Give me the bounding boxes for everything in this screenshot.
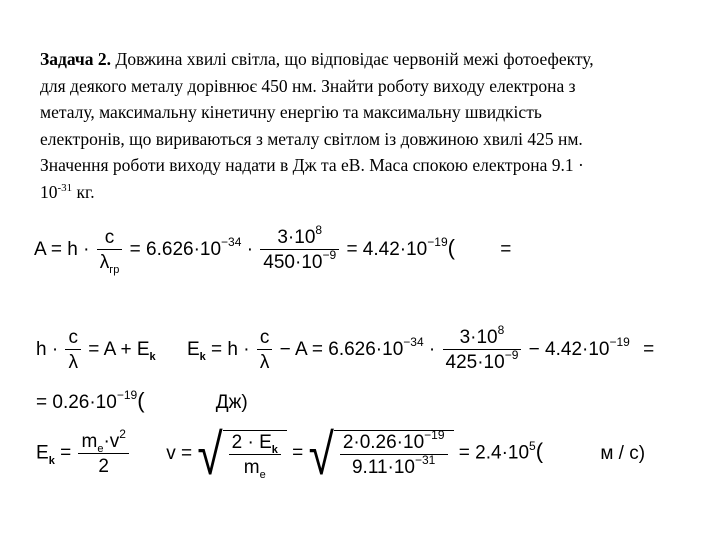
fraction-kinetic-energy: $\frac{m_e\cdot v^2}{2}$ bbox=[78, 432, 128, 476]
problem-label: Задача 2. bbox=[40, 49, 112, 69]
problem-line-5: Значення роботи виходу надати в Дж та еВ. Маса спокою електрона 9.1 · bbox=[40, 155, 584, 175]
problem-statement bbox=[40, 46, 690, 205]
fraction-c-over-lambda: $\frac{c}{\lambda_{гр}}$ bbox=[97, 228, 123, 272]
equation-velocity: $E_k$ = $\frac{m_e\cdot v^2}{2}$ v = √ $\frac{2 \cdot E_k}{m_e}$ = √ $\frac{2\cdot 0.26\cdot 10^{-19}}{9.11\cdot 10^{-31}}$ = $2.4\cdot 10^5$( м / с) bbox=[36, 421, 646, 486]
fraction-c-over-lambda-2: $\frac{c}{\lambda}$ bbox=[65, 328, 81, 372]
equation-work-function: A = h · $\frac{c}{\lambda_{гр}}$ = $6.626\cdot 10^{-34}$ · $\frac{3\cdot 10^8}{450\cdot 10^{-9}}$ = $4.42\cdot 10^{-19}$( = bbox=[34, 223, 512, 276]
problem-line-1: Задача 2. Довжина хвилі світла, що відповідає червоній межі фотоефекту, bbox=[40, 49, 594, 69]
sqrt-numeric: √ $\frac{2\cdot 0.26\cdot 10^{-19}}{9.11\cdot 10^{-31}}$ bbox=[309, 430, 454, 477]
equation-energy-result: = $0.26\cdot 10^{-19}$( Дж) bbox=[36, 388, 248, 413]
problem-line-6: $10^{-31}$ кг. bbox=[40, 181, 95, 202]
equation-kinetic-energy: h · $\frac{c}{\lambda}$ = $A + E_k$ $E_k = h$ · $\frac{c}{\lambda}$ − $A = 6.626\cdot 10^{-34}$ · $\frac{3\cdot 10^8}{425\cdot 10^{-9}}$ − $4.42\cdot 10^{-19}$ = bbox=[36, 323, 655, 373]
fraction-c-over-lambda-numeric-2: $\frac{3\cdot 10^8}{425\cdot 10^{-9}}$ bbox=[443, 328, 522, 372]
problem-line-4: електронів, що вириваються з металу світлом із довжиною хвилі 425 нм. bbox=[40, 128, 583, 149]
fraction-c-over-lambda-3: $\frac{c}{\lambda}$ bbox=[257, 328, 273, 372]
fraction-c-over-lambda-numeric: $\frac{3\cdot 10^8}{450\cdot 10^{-9}}$ bbox=[260, 228, 339, 272]
sqrt-symbolic: √ $\frac{2 \cdot E_k}{m_e}$ bbox=[197, 430, 287, 477]
problem-line-3: металу, максимальну кінетичну енергію та максимальну швидкість bbox=[40, 102, 542, 122]
problem-line-2: для деякого металу дорівнює 450 нм. Знайти роботу виходу електрона з bbox=[40, 75, 576, 96]
